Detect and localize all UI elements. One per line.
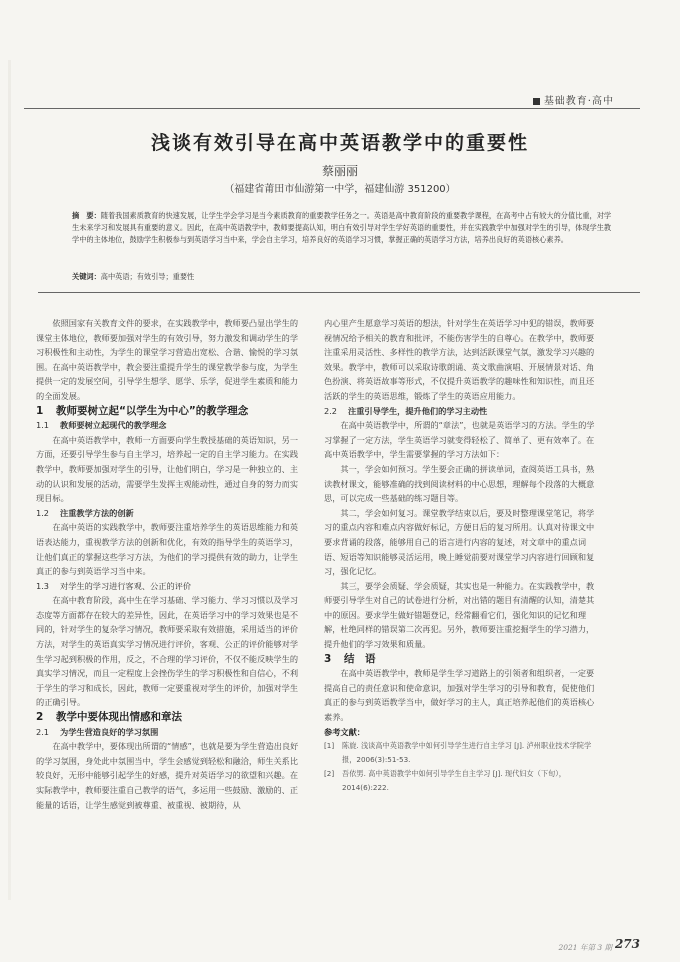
reference-item xyxy=(324,739,602,767)
section-heading xyxy=(36,710,306,725)
abstract-label: 摘 要： xyxy=(72,211,101,220)
reference-number: [2] xyxy=(324,769,335,779)
right-column xyxy=(324,316,602,795)
section-label: 基础教育·高中 xyxy=(543,96,614,107)
body-paragraph: 其三，要学会质疑、学会质疑，其实也是一种能力。在实践教学中，教师要引导学生对自己的试卷进行分析，对出错的题目有清醒的认知，清楚其中的原因。要求学生做好错题登记，经常翻看它们，强化知识的记忆和理解，杜绝同样的错误第二次再犯。另外，教师要注重挖掘学生的学习潜力，提升他们的学习效果和质量。 xyxy=(324,580,595,650)
header-rule xyxy=(24,108,640,109)
section-title: 教师要树立起“以学生为中心”的教学理念 xyxy=(56,404,249,417)
subsection-heading xyxy=(324,404,602,419)
subsection-title: 教师要树立起现代的教学理念 xyxy=(60,420,167,431)
keywords-text: 高中英语；有效引导；重要性 xyxy=(100,272,195,281)
left-column xyxy=(36,316,306,812)
subsection-number: 1.2 xyxy=(36,507,50,518)
author-name: 蔡丽丽 xyxy=(321,164,358,178)
subsection-heading xyxy=(36,579,306,594)
subsection-number: 2.2 xyxy=(324,405,338,416)
reference-text: 陈旋. 浅谈高中英语教学中如何引导学生进行自主学习 [J]. 泸州职业技术学院学报，2006(3):51-53. xyxy=(342,741,592,765)
body-paragraph: 其二，学会如何复习。课堂教学结束以后，要及时整理课堂笔记，将学习的重点内容和难点内容做好标记，方便日后的复习所用。认真对待课文中要求背诵的段落，能够用自己的语言进行内容的复述，对文章中的重点词语、短语等知识能够灵活运用，晚上睡觉前要对课堂学习内容进行回顾和复习，强化记忆。 xyxy=(324,507,595,577)
subsection-number: 2.1 xyxy=(36,726,50,737)
body-paragraph: 其一，学会如何预习。学生要会正确的拼读单词，查阅英语工具书，熟读教材课文，能够准确的找到阅读材料的中心思想，理解每个段落的大概意思，可以完成一些基础的练习题目等。 xyxy=(324,463,595,504)
subsection-number: 1.1 xyxy=(36,420,50,431)
author-affiliation: （福建省莆田市仙游第一中学，福建仙游 351200） xyxy=(224,184,456,195)
body-paragraph: 在高中教育阶段，高中生在学习基础、学习能力、学习习惯以及学习态度等方面都存在较大的差异性，因此，在英语学习中的学习效果也是不同的，针对学生的复杂学习情况，教师要采取有效措施，采用适当的评价方法，对学生的英语真实学习情况进行评价，客观、公正的评价能够对学生学习起到积极的作用，反之，不合理的学习评价，不仅不能反映学生的真实学习情况，而且一定程度上会挫伤学生的学习积极性和自信心，不利于学生的学习和成长，因此，教师一定要重视对学生的评价，加强对学生的正确引导。 xyxy=(36,595,299,708)
subsection-number: 1.3 xyxy=(36,580,50,591)
subsection-title: 注重引导学生，提升他们的学习主动性 xyxy=(348,405,488,416)
abstract xyxy=(72,210,612,246)
section-heading xyxy=(36,404,306,419)
references-title: 参考文献： xyxy=(324,726,365,737)
article-title: 浅谈有效引导在高中英语教学中的重要性 xyxy=(150,132,529,154)
body-paragraph: 在高中英语教学中，教师一方面要向学生教授基础的英语知识，另一方面，还要引导学生参与自主学习，培养起一定的自主学习能力。在实践教学中，教师要加强对学生的引导，让他们明白，学习是一种独立的、主动的认识和发展的活动，需要学生发挥主观能动性，通过自身的努力而实现目标。 xyxy=(36,434,299,504)
journal-section-header xyxy=(533,92,614,107)
body-paragraph: 在高中英语教学中，教师是学生学习道路上的引领者和组织者，一定要提高自己的责任意识和使命意识，加强对学生学习的引导和教育，促使他们真正的参与到英语教学当中，做好学习的主人，真正培养起他们的英语核心素养。 xyxy=(324,668,595,723)
body-paragraph: 内心里产生愿意学习英语的想法，针对学生在英语学习中犯的错误，教师要视情况给予相关的教育和批评，不能伤害学生的自尊心。在教学中，教师要注重采用灵活性、多样性的教学方法，达到活跃课堂气氛，激发学习兴趣的效果。教学中，教师可以采取诗歌朗诵、英文歌曲演唱、开展情景对话、角色扮演、将英语故事等形式，不仅提升英语教学的趣味性和知识性，而且还活跃的学生的英语思维，锻炼了学生的英语应用能力。 xyxy=(324,318,595,401)
square-bullet-icon xyxy=(533,98,540,105)
section-title: 结 语 xyxy=(344,652,376,665)
page-number: 273 xyxy=(614,937,640,951)
section-title: 教学中要体现出情感和章法 xyxy=(56,711,182,724)
body-paragraph: 在高中教学中，要体现出所谓的“情感”，也就是要为学生营造出良好的学习氛围，身处此中氛围当中，学生会感觉到轻松和融洽，师生关系比较良好，无形中能够引起学生的好感，提升对英语学习的欲望和兴趣。在实际教学中，教师要注重自己教学的语气，多运用一些鼓励、激励的、正能量的话语，让学生感觉到被尊重、被重视、被期待，从 xyxy=(36,741,299,810)
keywords xyxy=(72,272,194,282)
section-number: 2 xyxy=(36,711,44,724)
reference-number: [1] xyxy=(324,741,335,751)
subsection-heading xyxy=(36,725,306,740)
abstract-rule xyxy=(38,292,640,293)
body-paragraph: 在高中英语的实践教学中，教师要注重培养学生的英语思维能力和英语表达能力，重视教学方法的创新和优化，有效的指导学生的英语学习，让他们真正的掌握这些学习方法，为他们的学习提供有效的助力，让学生真正的参与到英语学习当中来。 xyxy=(36,522,299,577)
section-heading xyxy=(324,652,602,667)
subsection-title: 对学生的学习进行客观、公正的评价 xyxy=(60,580,192,591)
section-number: 1 xyxy=(36,404,44,417)
subsection-title: 注重教学方法的创新 xyxy=(60,507,134,518)
keywords-label: 关键词： xyxy=(72,272,101,281)
intro-paragraph: 依照国家有关教育文件的要求，在实践教学中，教师要凸显出学生的课堂主体地位，教师要加强对学生的有效引导，努力激发和调动学生的学习积极性和主动性，为学生的课堂学习营造出宽松、合谐、愉悦的学习氛围。在高中英语教学中，教会要注重提升学生的课堂教学参与度，为学生提供一定的发展空间，引导学生想学、愿学、乐学，促进学生素质和能力的全面发展。 xyxy=(36,318,299,401)
subsection-heading xyxy=(36,506,306,521)
abstract-text: 随着我国素质教育的快速发展，让学生学会学习是当今素质教育的重要教学任务之一。英语是高中教育阶段的重要教学课程，在高考中占有较大的分值比重，对学生未来学习和发展具有重要的意义。因此，在高中英语教学中，教师要提高认知，明白有效引导对学生学好英语的重要性，并在实践教学中加强对学生的引导，体现学生教学中的主体地位，鼓励学生积极参与到英语学习当中来，学会自主学习，培养良好的英语学习习惯，掌握正确的英语学习方法，培养出良好的英语核心素养。 xyxy=(72,211,612,244)
section-number: 3 xyxy=(324,652,332,665)
reference-text: 吾依男. 高中英语教学中如何引导学生自主学习 [J]. 现代妇女（下旬），2014(6):222. xyxy=(342,769,566,793)
issue-label: 2021 年第 3 期 xyxy=(558,943,612,952)
subsection-title: 为学生营造良好的学习氛围 xyxy=(60,726,159,737)
reference-item xyxy=(324,767,602,795)
subsection-heading xyxy=(36,418,306,433)
body-paragraph: 在高中英语教学中，所谓的“章法”，也就是英语学习的方法。学生的学习掌握了一定方法，学生英语学习就变得轻松了、简单了、更有效率了。在高中英语教学中，学生需要掌握的学习方法如下： xyxy=(324,420,595,460)
